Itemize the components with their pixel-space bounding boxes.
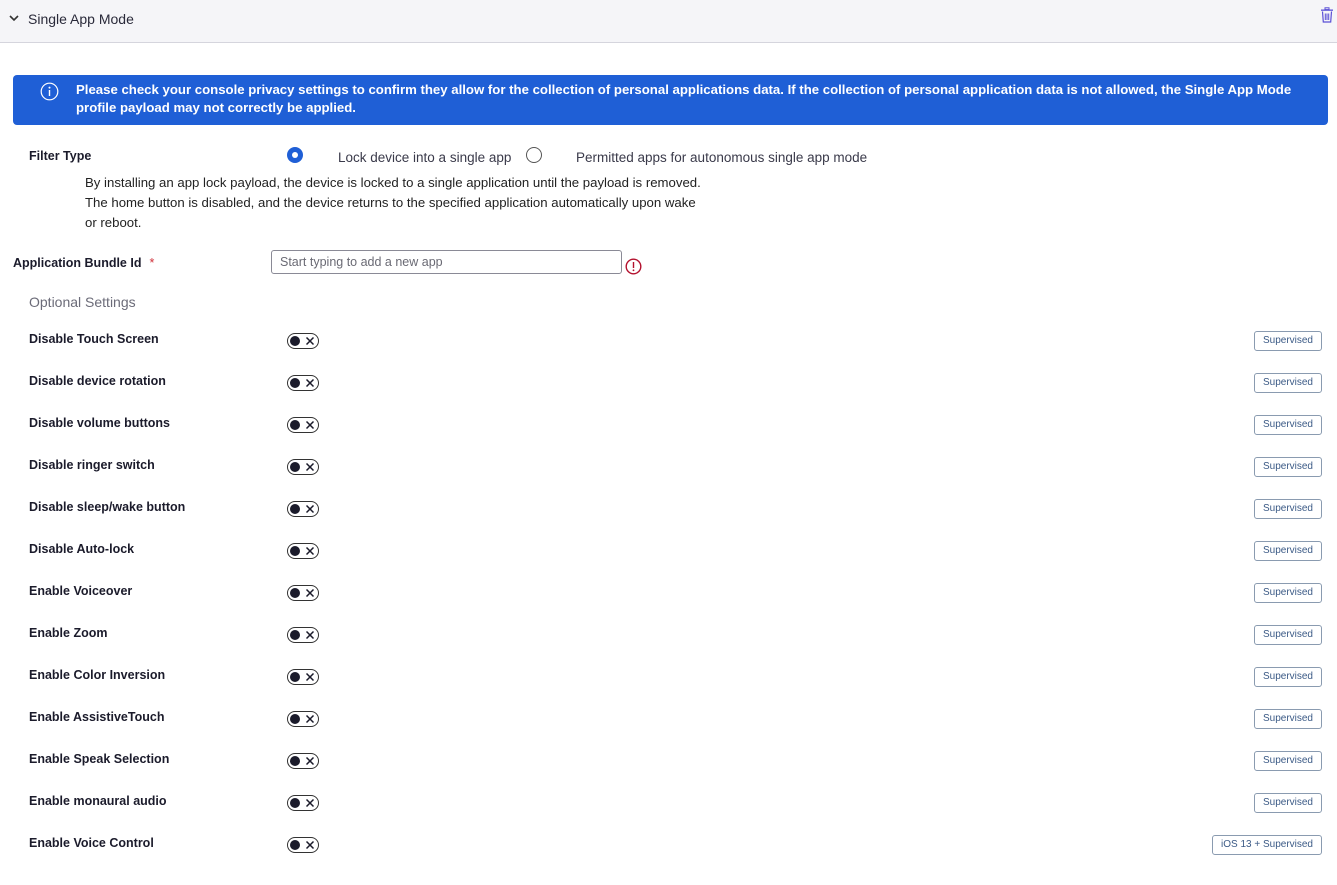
radio-permitted-apps[interactable] xyxy=(526,147,542,163)
close-icon xyxy=(304,755,316,767)
supervised-badge: Supervised xyxy=(1254,583,1322,603)
radio-permitted-apps-label[interactable]: Permitted apps for autonomous single app mode xyxy=(576,150,868,165)
bundle-id-label xyxy=(13,255,154,271)
setting-toggle[interactable] xyxy=(287,543,319,559)
setting-toggle[interactable] xyxy=(287,669,319,685)
setting-toggle[interactable] xyxy=(287,585,319,601)
filter-type-label: Filter Type xyxy=(29,149,92,163)
radio-lock-single-app-label[interactable]: Lock device into a single app xyxy=(338,150,512,165)
required-marker: * xyxy=(149,256,155,270)
close-icon xyxy=(304,461,316,473)
toggle-knob xyxy=(290,336,300,346)
setting-label: Enable Speak Selection xyxy=(29,752,170,766)
setting-toggle[interactable] xyxy=(287,501,319,517)
toggle-knob xyxy=(290,546,300,556)
close-icon xyxy=(304,839,316,851)
setting-toggle[interactable] xyxy=(287,333,319,349)
setting-label: Disable ringer switch xyxy=(29,458,155,472)
setting-label: Disable volume buttons xyxy=(29,416,170,430)
close-icon xyxy=(304,419,316,431)
setting-label: Disable sleep/wake button xyxy=(29,500,186,514)
privacy-info-banner xyxy=(13,75,1328,125)
supervised-badge: Supervised xyxy=(1254,457,1322,477)
setting-label: Disable Auto-lock xyxy=(29,542,135,556)
setting-label: Enable Voice Control xyxy=(29,836,154,850)
supervised-badge: Supervised xyxy=(1254,373,1322,393)
toggle-knob xyxy=(290,462,300,472)
bundle-id-input[interactable] xyxy=(271,250,622,274)
setting-toggle[interactable] xyxy=(287,795,319,811)
setting-label: Disable Touch Screen xyxy=(29,332,159,346)
description-line: By installing an app lock payload, the device is locked to a single application until the payload is removed. xyxy=(85,175,701,190)
toggle-knob xyxy=(290,798,300,808)
optional-settings-title: Optional Settings xyxy=(29,294,136,310)
description-line: The home button is disabled, and the device returns to the specified application automatically upon wake xyxy=(85,195,696,210)
close-icon xyxy=(304,377,316,389)
setting-label: Enable Zoom xyxy=(29,626,108,640)
close-icon xyxy=(304,503,316,515)
toggle-knob xyxy=(290,840,300,850)
supervised-badge: Supervised xyxy=(1254,667,1322,687)
setting-toggle[interactable] xyxy=(287,417,319,433)
setting-toggle[interactable] xyxy=(287,375,319,391)
toggle-knob xyxy=(290,672,300,682)
supervised-badge: Supervised xyxy=(1254,793,1322,813)
error-icon xyxy=(625,258,642,275)
close-icon xyxy=(304,545,316,557)
supervised-badge: Supervised xyxy=(1254,541,1322,561)
setting-label: Enable AssistiveTouch xyxy=(29,710,165,724)
chevron-down-icon[interactable] xyxy=(8,12,20,24)
setting-toggle[interactable] xyxy=(287,837,319,853)
close-icon xyxy=(304,335,316,347)
supervised-badge: Supervised xyxy=(1254,331,1322,351)
supervised-badge: iOS 13 + Supervised xyxy=(1212,835,1322,855)
supervised-badge: Supervised xyxy=(1254,415,1322,435)
close-icon xyxy=(304,671,316,683)
toggle-knob xyxy=(290,630,300,640)
setting-label: Enable Voiceover xyxy=(29,584,133,598)
setting-label: Enable monaural audio xyxy=(29,794,167,808)
supervised-badge: Supervised xyxy=(1254,709,1322,729)
setting-toggle[interactable] xyxy=(287,753,319,769)
toggle-knob xyxy=(290,504,300,514)
supervised-badge: Supervised xyxy=(1254,625,1322,645)
info-icon xyxy=(40,82,59,101)
setting-label: Disable device rotation xyxy=(29,374,166,388)
setting-toggle[interactable] xyxy=(287,711,319,727)
banner-message: Please check your console privacy settings to confirm they allow for the collection of personal applications data. If the collection of personal application data is not allowed, the Single App Mode profile payload may not correctly be applied. xyxy=(76,82,1292,115)
setting-toggle[interactable] xyxy=(287,627,319,643)
supervised-badge: Supervised xyxy=(1254,499,1322,519)
toggle-knob xyxy=(290,378,300,388)
trash-icon[interactable] xyxy=(1320,7,1334,23)
close-icon xyxy=(304,629,316,641)
setting-toggle[interactable] xyxy=(287,459,319,475)
toggle-knob xyxy=(290,756,300,766)
bundle-id-label-text: Application Bundle Id xyxy=(13,256,142,270)
setting-label: Enable Color Inversion xyxy=(29,668,166,682)
description-line: or reboot. xyxy=(85,215,142,230)
close-icon xyxy=(304,587,316,599)
toggle-knob xyxy=(290,588,300,598)
section-header[interactable] xyxy=(0,0,1337,43)
close-icon xyxy=(304,713,316,725)
supervised-badge: Supervised xyxy=(1254,751,1322,771)
filter-description xyxy=(85,173,735,233)
close-icon xyxy=(304,797,316,809)
toggle-knob xyxy=(290,420,300,430)
section-title: Single App Mode xyxy=(28,11,134,27)
toggle-knob xyxy=(290,714,300,724)
radio-lock-single-app[interactable] xyxy=(287,147,303,163)
